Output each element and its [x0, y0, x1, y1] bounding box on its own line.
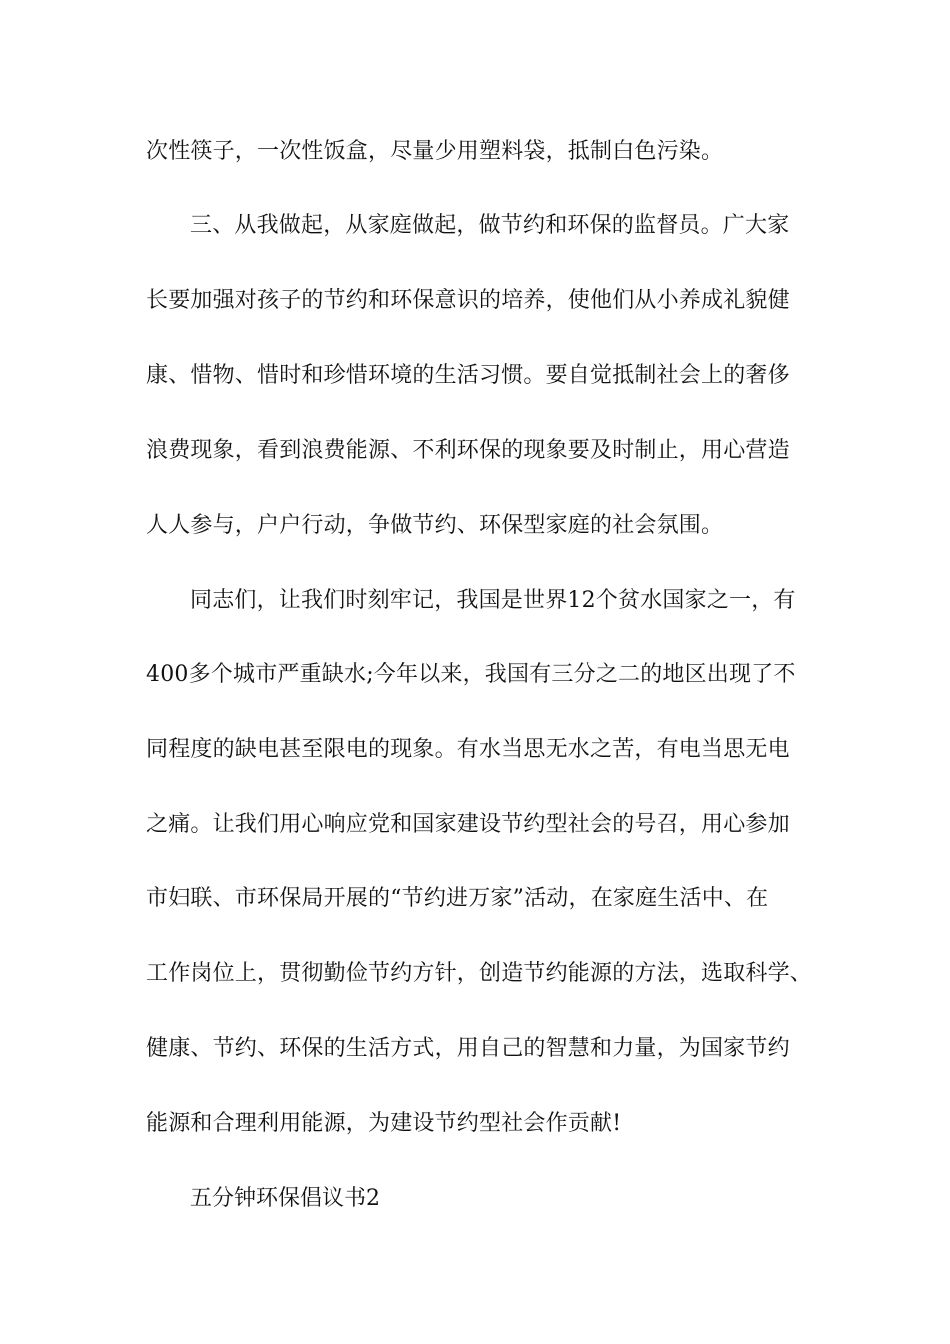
paragraph-line: 之痛。让我们用心响应党和国家建设节约型社会的号召，用心参加	[146, 812, 790, 837]
paragraph-line: 同程度的缺电甚至限电的现象。有水当思无水之苦，有电当思无电	[146, 737, 790, 762]
paragraph-line: 次性筷子，一次性饭盒，尽量少用塑料袋，抵制白色污染。	[146, 139, 724, 164]
paragraph-line: 长要加强对孩子的节约和环保意识的培养，使他们从小养成礼貌健	[146, 288, 790, 313]
paragraph-line: 400多个城市严重缺水;今年以来，我国有三分之二的地区出现了不	[146, 662, 796, 687]
paragraph-line: 浪费现象，看到浪费能源、不利环保的现象要及时制止，用心营造	[146, 438, 790, 463]
paragraph-line: 能源和合理利用能源，为建设节约型社会作贡献!	[146, 1111, 622, 1136]
paragraph-line: 市妇联、市环保局开展的“节约进万家”活动，在家庭生活中、在	[146, 886, 769, 911]
section-title: 五分钟环保倡议书2	[190, 1186, 380, 1211]
paragraph-line: 同志们，让我们时刻牢记，我国是世界12个贫水国家之一，有	[190, 588, 796, 613]
paragraph-line: 三、从我做起，从家庭做起，做节约和环保的监督员。广大家	[190, 213, 790, 238]
paragraph-line: 人人参与，户户行动，争做节约、环保型家庭的社会氛围。	[146, 513, 724, 538]
paragraph-line: 工作岗位上，贯彻勤俭节约方针，创造节约能源的方法，选取科学、	[146, 961, 813, 986]
paragraph-line: 健康、节约、环保的生活方式，用自己的智慧和力量，为国家节约	[146, 1036, 790, 1061]
paragraph-line: 康、惜物、惜时和珍惜环境的生活习惯。要自觉抵制社会上的奢侈	[146, 363, 790, 388]
